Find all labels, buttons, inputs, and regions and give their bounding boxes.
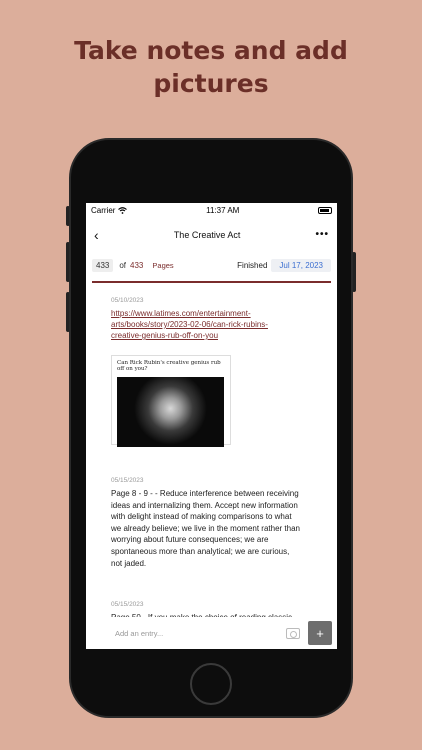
entry-date: 05/15/2023 xyxy=(111,477,144,484)
book-title: The Creative Act xyxy=(173,229,241,240)
nav-bar xyxy=(86,218,337,251)
list-item[interactable] xyxy=(111,297,313,445)
finished-label: Finished xyxy=(237,260,268,270)
status-bar xyxy=(86,203,337,218)
entry-text: we already believe; we live in the moment rather than xyxy=(111,523,300,533)
add-entry-button[interactable]: + xyxy=(308,621,332,645)
battery-icon xyxy=(318,207,332,214)
app-screen xyxy=(86,203,337,649)
entry-text: ideas and internalizing them. Accept new information xyxy=(111,500,298,510)
entry-link[interactable]: https://www.latimes.com/entertainment- xyxy=(111,309,251,318)
entry-text: worrying about future consequences; we are xyxy=(111,535,269,545)
home-button[interactable] xyxy=(190,663,232,705)
clock: 11:37 AM xyxy=(206,206,240,215)
portrait-photo xyxy=(117,377,224,447)
finished-date-picker[interactable]: Jul 17, 2023 xyxy=(271,259,331,272)
entry-input[interactable]: Add an entry... xyxy=(115,628,164,638)
image-caption: Can Rick Rubin's creative genius rub off on you? xyxy=(117,360,221,372)
entry-date: 05/15/2023 xyxy=(111,601,144,609)
entry-text: not jaded. xyxy=(111,558,147,568)
list-item[interactable] xyxy=(111,477,313,569)
entry-text: with delight instead of making comparisons to what xyxy=(111,512,292,522)
carrier-label: Carrier xyxy=(91,206,116,215)
entry-date: 05/10/2023 xyxy=(111,297,144,304)
current-page-field[interactable]: 433 xyxy=(92,259,113,272)
more-options-icon[interactable]: ••• xyxy=(315,229,329,240)
entry-text: Page 8 - 9 - - Reduce interference between receiving xyxy=(111,489,299,498)
reading-progress xyxy=(86,251,337,279)
entries-list xyxy=(86,283,337,624)
total-pages: 433 xyxy=(130,260,144,270)
entry-link[interactable]: creative-genius-rub-off-on-you xyxy=(111,331,219,340)
back-chevron-icon[interactable]: ‹ xyxy=(94,226,99,243)
pages-unit-label[interactable]: Pages xyxy=(152,260,174,270)
of-label: of xyxy=(119,260,127,270)
headline-line-1: Take notes and add xyxy=(74,36,348,65)
entry-image[interactable] xyxy=(111,355,231,445)
promo-headline xyxy=(0,34,422,100)
entry-input-bar xyxy=(86,617,337,649)
camera-icon[interactable] xyxy=(286,628,300,639)
headline-line-2: pictures xyxy=(153,69,269,98)
entry-text: spontaneous more than analytical; we are curious, xyxy=(111,546,290,556)
entry-link[interactable]: arts/books/story/2023-02-06/can-rick-rubins- xyxy=(111,320,268,329)
wifi-icon xyxy=(118,207,127,214)
